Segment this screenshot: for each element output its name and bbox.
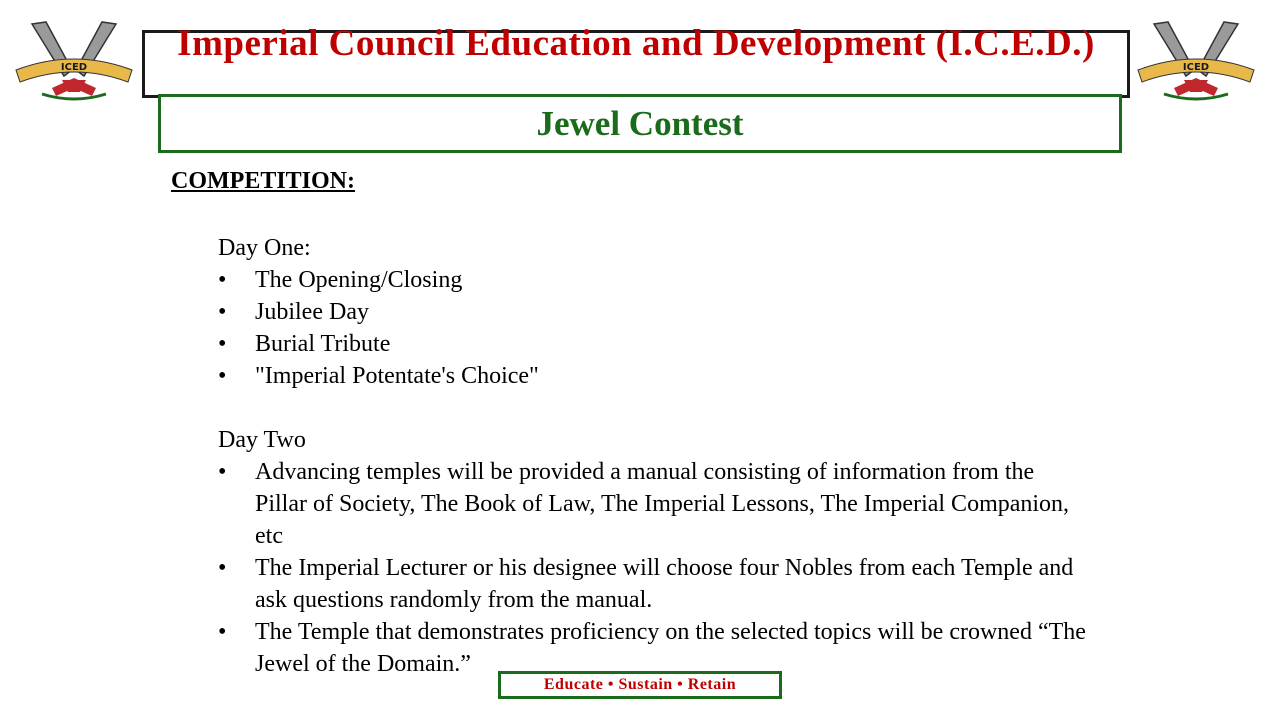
day-one-list: [218, 264, 1088, 392]
list-item: • Jubilee Day: [218, 296, 1088, 328]
bullet-icon: •: [218, 619, 227, 645]
list-item: • The Imperial Lecturer or his designee will choose four Nobles from each Temple and ask questions randomly from the manual.: [218, 552, 1088, 616]
list-item: • Advancing temples will be provided a manual consisting of information from the Pillar of Society, The Book of Law, The Imperial Lessons, The Imperial Companion, etc: [218, 456, 1088, 552]
bullet-icon: •: [218, 299, 227, 325]
footer-tagline: Educate • Sustain • Retain: [543, 676, 737, 693]
bullet-icon: •: [218, 267, 227, 293]
day-two-list: [218, 456, 1088, 680]
list-item: • Burial Tribute: [218, 328, 1088, 360]
iced-logo-right: [1134, 18, 1258, 104]
bullet-icon: •: [218, 555, 227, 581]
logo-text: ICED: [60, 62, 88, 73]
day-one-label: Day One:: [218, 235, 311, 261]
page-subtitle: Jewel Contest: [536, 103, 744, 143]
bullet-icon: •: [218, 363, 227, 389]
bullet-icon: •: [218, 459, 227, 485]
day-two-label: Day Two: [218, 427, 306, 453]
subtitle-frame: [158, 94, 1122, 153]
list-item: • The Opening/Closing: [218, 264, 1088, 296]
bullet-icon: •: [218, 331, 227, 357]
list-item: • The Temple that demonstrates proficiency on the selected topics will be crowned “The Jewel of the Domain.”: [218, 616, 1088, 680]
list-item: • "Imperial Potentate's Choice": [218, 360, 1088, 392]
section-heading: COMPETITION:: [171, 168, 356, 194]
footer-frame: [498, 671, 782, 699]
iced-logo-left: [12, 18, 136, 104]
page-title: Imperial Council Education and Development (I.C.E.D.): [177, 23, 1095, 64]
logo-text: ICED: [1182, 62, 1210, 73]
